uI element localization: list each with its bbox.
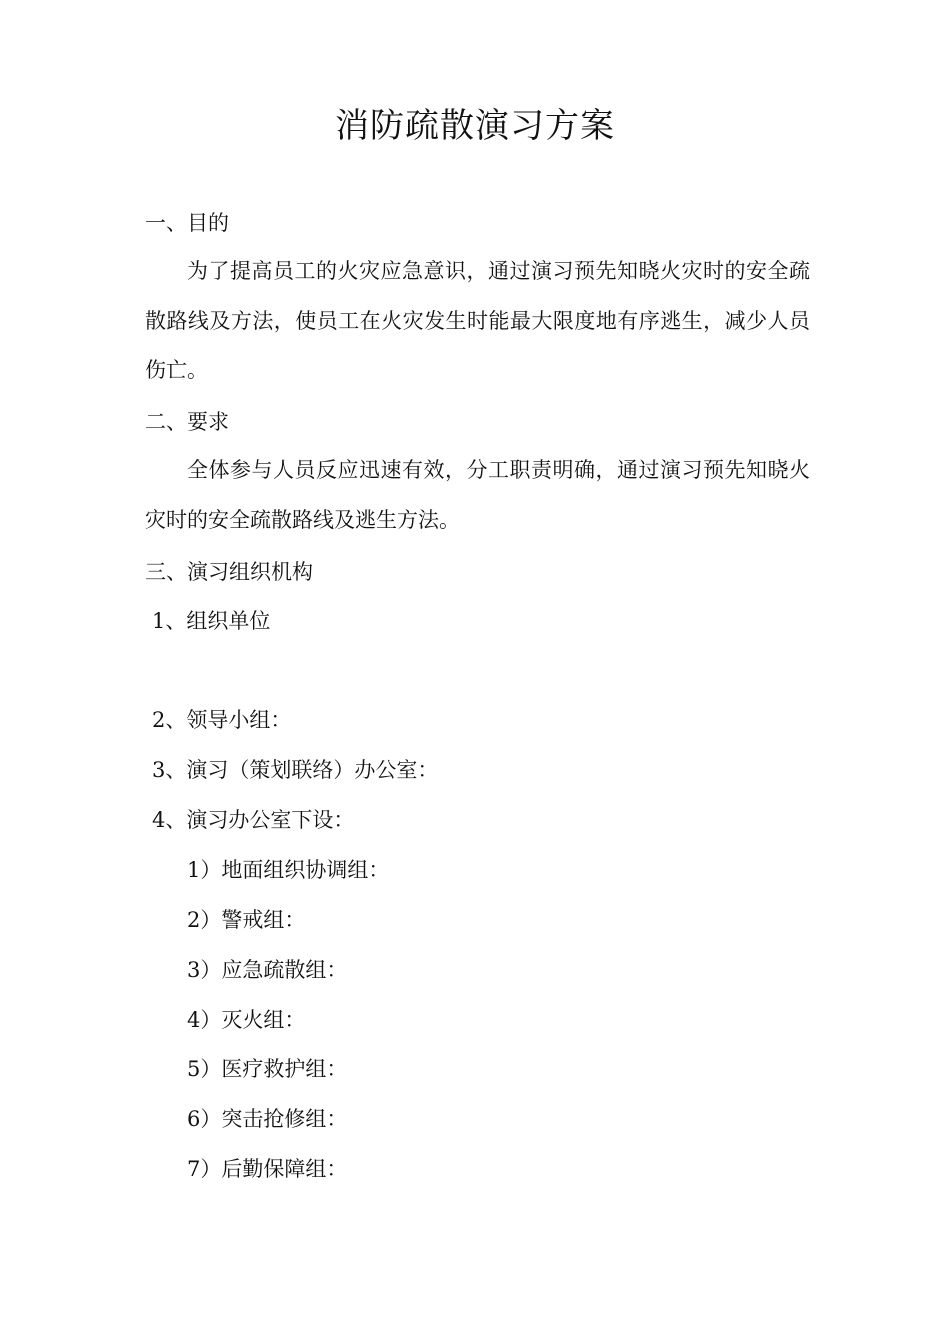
sub-list-item: 2）警戒组： xyxy=(187,908,306,932)
sub-list-item: 5）医疗救护组： xyxy=(187,1057,348,1081)
section-heading-purpose: 一、目的 xyxy=(145,211,229,235)
sub-list-item: 3）应急疏散组： xyxy=(187,958,348,982)
section-heading-requirements: 二、要求 xyxy=(145,410,229,434)
sub-list-item: 7）后勤保障组： xyxy=(187,1157,348,1181)
sub-list-item: 1）地面组织协调组： xyxy=(187,858,390,882)
list-item: 3、演习（策划联络）办公室： xyxy=(152,758,439,782)
list-item: 1、组织单位 xyxy=(152,609,271,633)
section-body-requirements: 全体参与人员反应迅速有效，分工职责明确，通过演习预先知晓火灾时的安全疏散路线及逃生方法。 xyxy=(145,458,810,532)
document-title: 消防疏散演习方案 xyxy=(335,106,615,146)
section-body-purpose: 为了提高员工的火灾应急意识，通过演习预先知晓火灾时的安全疏散路线及方法，使员工在火灾发生时能最大限度地有序逃生，减少人员伤亡。 xyxy=(145,259,810,382)
list-item: 4、演习办公室下设： xyxy=(152,808,355,832)
sub-list-item: 6）突击抢修组： xyxy=(187,1107,348,1131)
sub-list-item: 4）灭火组： xyxy=(187,1008,306,1032)
list-item: 2、领导小组： xyxy=(152,708,292,732)
section-heading-organization: 三、演习组织机构 xyxy=(145,560,313,584)
